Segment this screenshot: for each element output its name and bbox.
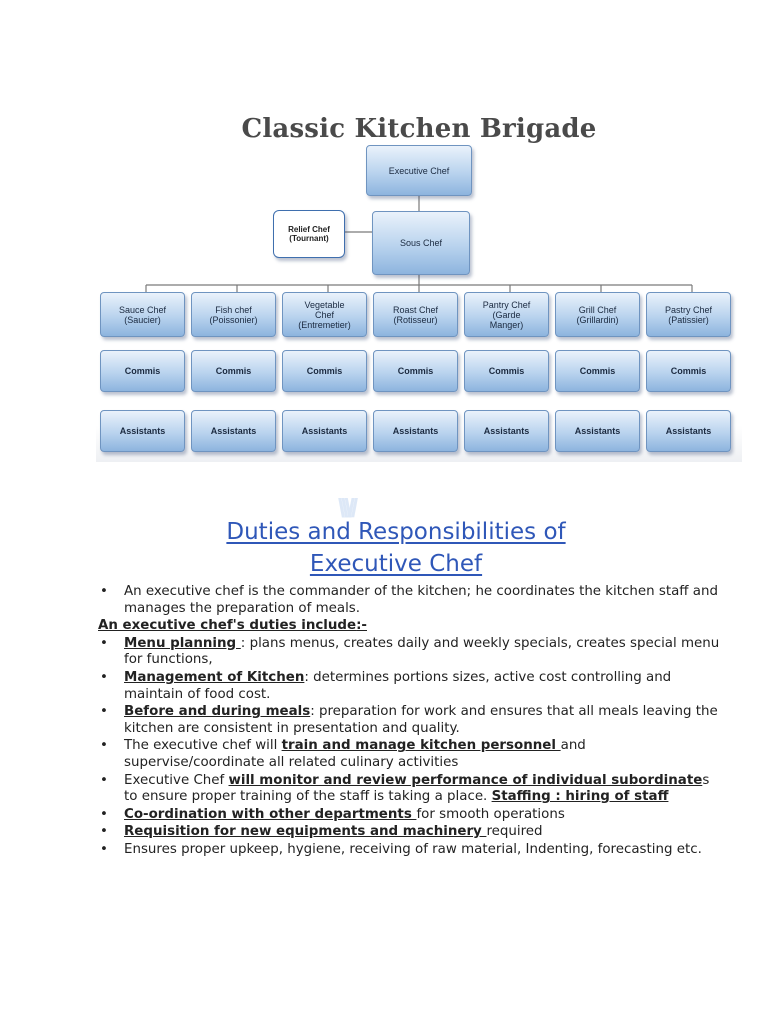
duty-text: Executive Chef xyxy=(124,772,229,788)
executive-chef-box xyxy=(366,145,472,196)
duty-emphasis: Menu planning xyxy=(124,635,241,651)
assistants-box-text: Assistants xyxy=(210,426,257,436)
duty-item xyxy=(100,807,720,824)
commis-box xyxy=(373,350,458,392)
bullet-icon: • xyxy=(100,584,108,599)
station-chef-box-text: Pastry Chef xyxy=(664,304,713,315)
station-chef-box xyxy=(191,292,276,337)
commis-box-text: Commis xyxy=(215,366,252,376)
bullet-icon: • xyxy=(100,738,108,754)
assistants-box xyxy=(373,410,458,452)
duty-emphasis: Management of Kitchen xyxy=(124,669,305,685)
station-chef-box xyxy=(464,292,549,337)
duty-item xyxy=(100,842,720,859)
station-chef-box-text: (Rotisseur) xyxy=(393,314,438,325)
commis-box-text: Commis xyxy=(306,366,343,376)
commis-box xyxy=(555,350,640,392)
station-chef-box-text: (Poissonier) xyxy=(209,314,258,325)
bullet-icon: • xyxy=(100,841,108,857)
assistants-box xyxy=(100,410,185,452)
duty-text: : determines portions sizes, active cost controlling and maintain of food cost. xyxy=(124,669,672,702)
station-chef-box-text: (Grillardin) xyxy=(576,314,619,325)
relief-chef-box-text: Relief Chef xyxy=(288,225,330,234)
duty-emphasis: Co-ordination with other departments xyxy=(124,806,417,822)
duty-item xyxy=(100,773,720,806)
relief-chef-box xyxy=(273,210,345,258)
duty-item xyxy=(100,584,720,617)
commis-box xyxy=(100,350,185,392)
assistants-box-text: Assistants xyxy=(483,426,530,436)
bullet-icon: • xyxy=(100,635,108,651)
station-chef-box xyxy=(373,292,458,337)
station-chef-box xyxy=(100,292,185,337)
assistants-box xyxy=(646,410,731,452)
station-chef-box xyxy=(282,292,367,337)
document-heading xyxy=(96,516,696,580)
station-chef-box-text: Roast Chef xyxy=(392,304,439,315)
duty-text: Ensures proper upkeep, hygiene, receiving of raw material, Indenting, forecasting etc. xyxy=(124,841,702,857)
assistants-box xyxy=(191,410,276,452)
commis-box xyxy=(282,350,367,392)
station-chef-box-text: (Patissier) xyxy=(668,314,709,325)
station-chef-box-text: (Saucier) xyxy=(124,314,161,325)
duties-list xyxy=(100,584,720,860)
watermark-mark: \\\// xyxy=(338,493,355,523)
commis-box-text: Commis xyxy=(124,366,161,376)
assistants-box xyxy=(282,410,367,452)
bullet-icon: • xyxy=(100,806,108,822)
station-chef-box-text: Sauce Chef xyxy=(118,304,167,315)
duty-emphasis: train and manage kitchen personnel xyxy=(281,738,561,754)
chart-title: Classic Kitchen Brigade xyxy=(241,114,597,144)
bullet-icon: • xyxy=(100,704,108,720)
commis-box xyxy=(191,350,276,392)
duty-text: for smooth operations xyxy=(416,806,565,822)
heading-line-2: Executive Chef xyxy=(309,551,483,577)
duty-emphasis: Requisition for new equipments and machinery xyxy=(124,824,487,840)
commis-box-text: Commis xyxy=(670,366,707,376)
assistants-box-text: Assistants xyxy=(119,426,166,436)
sous-chef-box-text: Sous Chef xyxy=(399,238,443,248)
kitchen-brigade-chart xyxy=(96,100,742,462)
heading-line-1: Duties and Responsibilities of xyxy=(226,519,566,545)
assistants-box xyxy=(464,410,549,452)
bullet-icon: • xyxy=(100,669,108,685)
station-chef-box-text: Manger) xyxy=(489,319,524,330)
duties-intro xyxy=(98,618,720,635)
commis-box xyxy=(464,350,549,392)
duty-text: required xyxy=(486,824,543,840)
station-chef-box-text: Fish chef xyxy=(215,304,252,315)
commis-box-text: Commis xyxy=(488,366,525,376)
duty-item xyxy=(100,824,720,841)
duty-emphasis: An executive chef's duties include xyxy=(98,618,357,634)
station-chef-box-text: Vegetable xyxy=(304,299,345,310)
bullet-icon: • xyxy=(100,824,108,840)
executive-chef-box-text: Executive Chef xyxy=(388,165,450,176)
station-chef-box-text: (Garde xyxy=(492,309,521,320)
duty-emphasis: Before and during meals xyxy=(124,704,311,720)
duty-text: s to ensure proper training of the staff is taking a place. xyxy=(124,772,710,805)
assistants-box-text: Assistants xyxy=(392,426,439,436)
station-chef-box xyxy=(646,292,731,337)
duty-emphasis: will monitor and review performance of individual subordinate xyxy=(228,772,703,788)
duty-item xyxy=(100,704,720,737)
duty-text: The executive chef will xyxy=(124,738,282,754)
commis-box-text: Commis xyxy=(579,366,616,376)
duty-text: An executive chef is the commander of the kitchen; he coordinates the kitchen staff and manages the preparation of meals. xyxy=(124,584,718,616)
commis-box xyxy=(646,350,731,392)
assistants-box xyxy=(555,410,640,452)
assistants-box-text: Assistants xyxy=(665,426,712,436)
duty-item xyxy=(100,636,720,669)
commis-box-text: Commis xyxy=(397,366,434,376)
assistants-box-text: Assistants xyxy=(301,426,348,436)
bullet-icon: • xyxy=(100,772,108,788)
duty-emphasis: Staffing : hiring of staff xyxy=(491,789,669,805)
relief-chef-box-text: (Tournant) xyxy=(289,234,329,243)
station-chef-box-text: Grill Chef xyxy=(578,304,617,315)
station-chef-box xyxy=(555,292,640,337)
station-chef-box-text: Pantry Chef xyxy=(482,299,531,310)
duty-text: and supervise/coordinate all related culinary activities xyxy=(124,738,586,770)
duty-text: : preparation for work and ensures that all meals leaving the kitchen are consistent in presentation and quality. xyxy=(124,704,718,736)
duty-text: : plans menus, creates daily and weekly specials, creates special menu for functions, xyxy=(124,635,720,668)
duty-text: :- xyxy=(356,618,367,634)
sous-chef-box xyxy=(372,211,470,275)
assistants-box-text: Assistants xyxy=(574,426,621,436)
station-chef-box-text: (Entremetier) xyxy=(298,319,351,330)
station-chef-box-text: Chef xyxy=(314,309,334,320)
duty-item xyxy=(100,738,720,771)
duty-item xyxy=(100,670,720,703)
